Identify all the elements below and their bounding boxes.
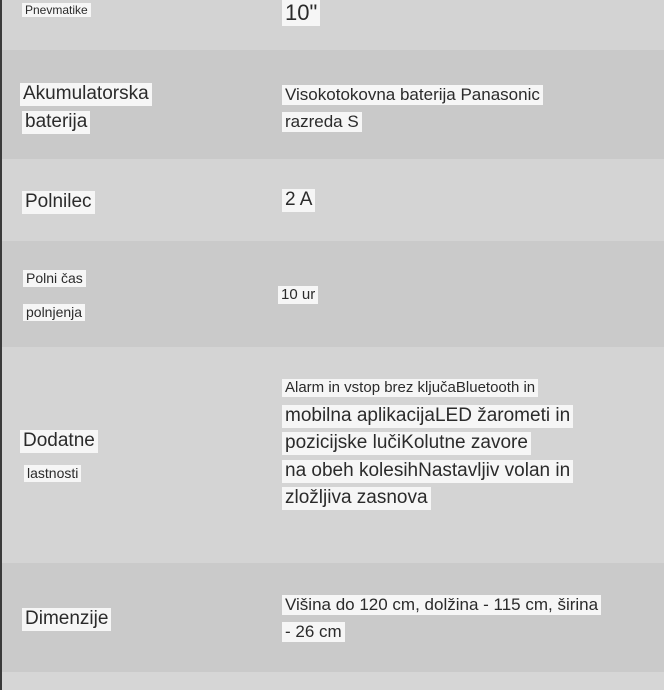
row-value-features-line5: zložljiva zasnova (282, 487, 431, 510)
row-value-features-line1: Alarm in vstop brez ključaBluetooth in (282, 379, 538, 397)
row-label-battery-line1: Akumulatorska (20, 83, 152, 106)
row-value-features-line4: na obeh kolesihNastavljiv volan in (282, 460, 573, 483)
row-value-battery-line1: Visokotokovna baterija Panasonic (282, 85, 543, 105)
row-value-tires: 10" (282, 0, 320, 26)
row-value-battery-line2: razreda S (282, 112, 362, 132)
row-label-dimensions: Dimenzije (22, 608, 111, 631)
row-label-charge-time-line2: polnjenja (23, 304, 85, 321)
row-value-charge-time: 10 ur (278, 286, 318, 304)
row-label-features-line1: Dodatne (20, 430, 98, 453)
table-row-charge-time (2, 241, 664, 347)
row-value-charger: 2 A (282, 189, 315, 212)
row-label-charger: Polnilec (22, 191, 95, 214)
table-row-features (2, 347, 664, 563)
table-row-tires (2, 0, 664, 50)
row-label-battery-line2: baterija (22, 111, 90, 134)
row-value-dimensions-line1: Višina do 120 cm, dolžina - 115 cm, širina (282, 595, 601, 615)
table-row-dimensions (2, 563, 664, 672)
table-row-charger (2, 159, 664, 241)
row-value-features-line2: mobilna aplikacijaLED žarometi in (282, 405, 573, 428)
table-row-battery (2, 50, 664, 159)
row-label-tires: Pnevmatike (22, 3, 91, 17)
table-row-partial (2, 672, 664, 690)
row-value-features-line3: pozicijske lučiKolutne zavore (282, 432, 531, 455)
row-label-features-line2: lastnosti (24, 465, 81, 482)
row-label-charge-time-line1: Polni čas (23, 270, 86, 287)
row-value-dimensions-line2: - 26 cm (282, 622, 345, 642)
